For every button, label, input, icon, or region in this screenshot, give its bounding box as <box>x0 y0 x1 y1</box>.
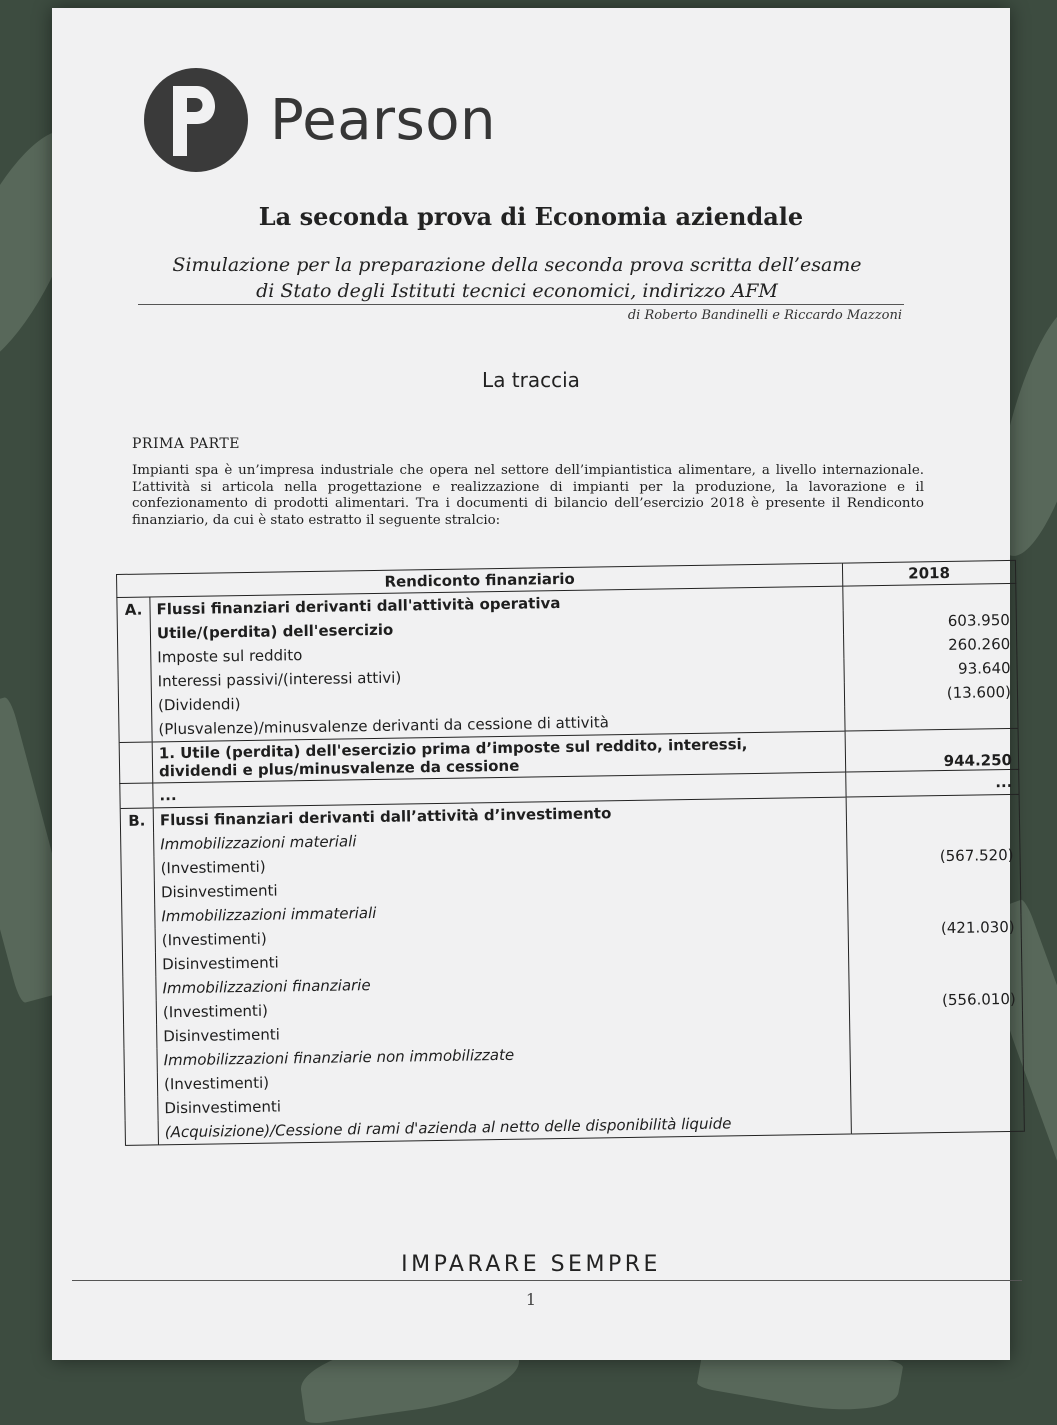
row-label: (Investimenti) <box>157 1062 850 1097</box>
row-value: (567.520) <box>847 843 1020 870</box>
subtotal-label-line-1: 1. Utile (perdita) dell'esercizio prima d’imposte sul reddito, interessi, <box>158 735 748 763</box>
part-heading: PRIMA PARTE <box>132 436 240 452</box>
table-header-label: Rendiconto finanziario <box>117 563 843 597</box>
subtitle-divider <box>138 304 904 305</box>
ellipsis-value: ... <box>846 769 1019 797</box>
pearson-wordmark: Pearson <box>270 87 496 153</box>
document-title: La seconda prova di Economia aziendale <box>258 202 804 231</box>
footer-motto: IMPARARE SEMPRE <box>401 1252 661 1277</box>
subtotal-value: 944.250 <box>845 728 1019 772</box>
pearson-logo-icon <box>144 68 248 172</box>
row-label: (Investimenti) <box>155 918 848 953</box>
footer-divider <box>72 1280 1022 1281</box>
section-a-letter: A. <box>117 597 150 622</box>
intro-paragraph: Impianti spa è un’impresa industriale che opera nel settore dell’impiantistica alimentare, a livello internazionale. L’attività si articola nella progettazione e realizzazione di impianti per la produzione, la lavorazione e il confezionamento di prodotti alimentari. Tra i documenti di bilancio dell’esercizio 2018 è presente il Rendiconto finanziario, da cui è stato estratto il seguente stralcio: <box>132 463 924 528</box>
row-label: Disinvestimenti <box>154 870 847 905</box>
cash-flow-table <box>116 560 1025 1146</box>
document-page <box>52 8 1016 1360</box>
row-label: Interessi passivi/(interessi attivi) <box>151 659 844 694</box>
group-name: Immobilizzazioni immateriali <box>155 894 848 929</box>
logo-letter: P <box>161 80 162 81</box>
pearson-logo <box>144 68 496 172</box>
table-header-year: 2018 <box>842 560 1015 586</box>
section-title: La traccia <box>482 368 580 392</box>
row-value: 260.260 <box>844 632 1017 659</box>
row-label: Disinvestimenti <box>158 1086 851 1121</box>
row-label: (Dividendi) <box>151 683 844 718</box>
row-value: (13.600) <box>844 680 1017 707</box>
subtitle-line-1: Simulazione per la preparazione della seconda prova scritta dell’esame <box>172 254 862 276</box>
row-value: (421.030) <box>848 915 1021 942</box>
page-number: 1 <box>525 1290 537 1309</box>
row-label: (Investimenti) <box>156 990 849 1025</box>
section-b-letter: B. <box>120 808 153 833</box>
row-label: (Investimenti) <box>154 846 847 881</box>
group-name: Immobilizzazioni finanziarie <box>156 966 849 1001</box>
pearson-p-glyph <box>161 80 231 160</box>
authors: di Roberto Bandinelli e Riccardo Mazzoni <box>627 308 902 323</box>
ellipsis-label: ... <box>153 772 846 808</box>
row-value: 603.950 <box>843 608 1016 635</box>
row-label: (Acquisizione)/Cessione di rami d'azienda al netto delle disponibilità liquide <box>158 1110 851 1145</box>
section-a-title: Flussi finanziari derivanti dall'attività operativa <box>150 586 843 621</box>
row-value: 93.640 <box>844 656 1017 683</box>
row-label: Imposte sul reddito <box>151 635 844 670</box>
row-label: Disinvestimenti <box>157 1014 850 1049</box>
section-b-title: Flussi finanziari derivanti dall’attività d’investimento <box>153 797 846 832</box>
row-value <box>845 704 1018 731</box>
group-name: Immobilizzazioni finanziarie non immobilizzate <box>157 1038 850 1073</box>
row-label: Disinvestimenti <box>155 942 848 977</box>
row-label: (Plusvalenze)/minusvalenze derivanti da cessione di attività <box>152 707 845 742</box>
subtitle-line-2: di Stato degli Istituti tecnici economici, indirizzo AFM <box>256 280 778 302</box>
subtotal-label-line-2: dividendi e plus/minusvalenze da cessione <box>158 756 520 781</box>
row-value <box>850 1059 1023 1086</box>
row-label: Utile/(perdita) dell'esercizio <box>150 611 843 646</box>
row-value: (556.010) <box>849 987 1022 1014</box>
group-name: Immobilizzazioni materiali <box>154 822 847 857</box>
